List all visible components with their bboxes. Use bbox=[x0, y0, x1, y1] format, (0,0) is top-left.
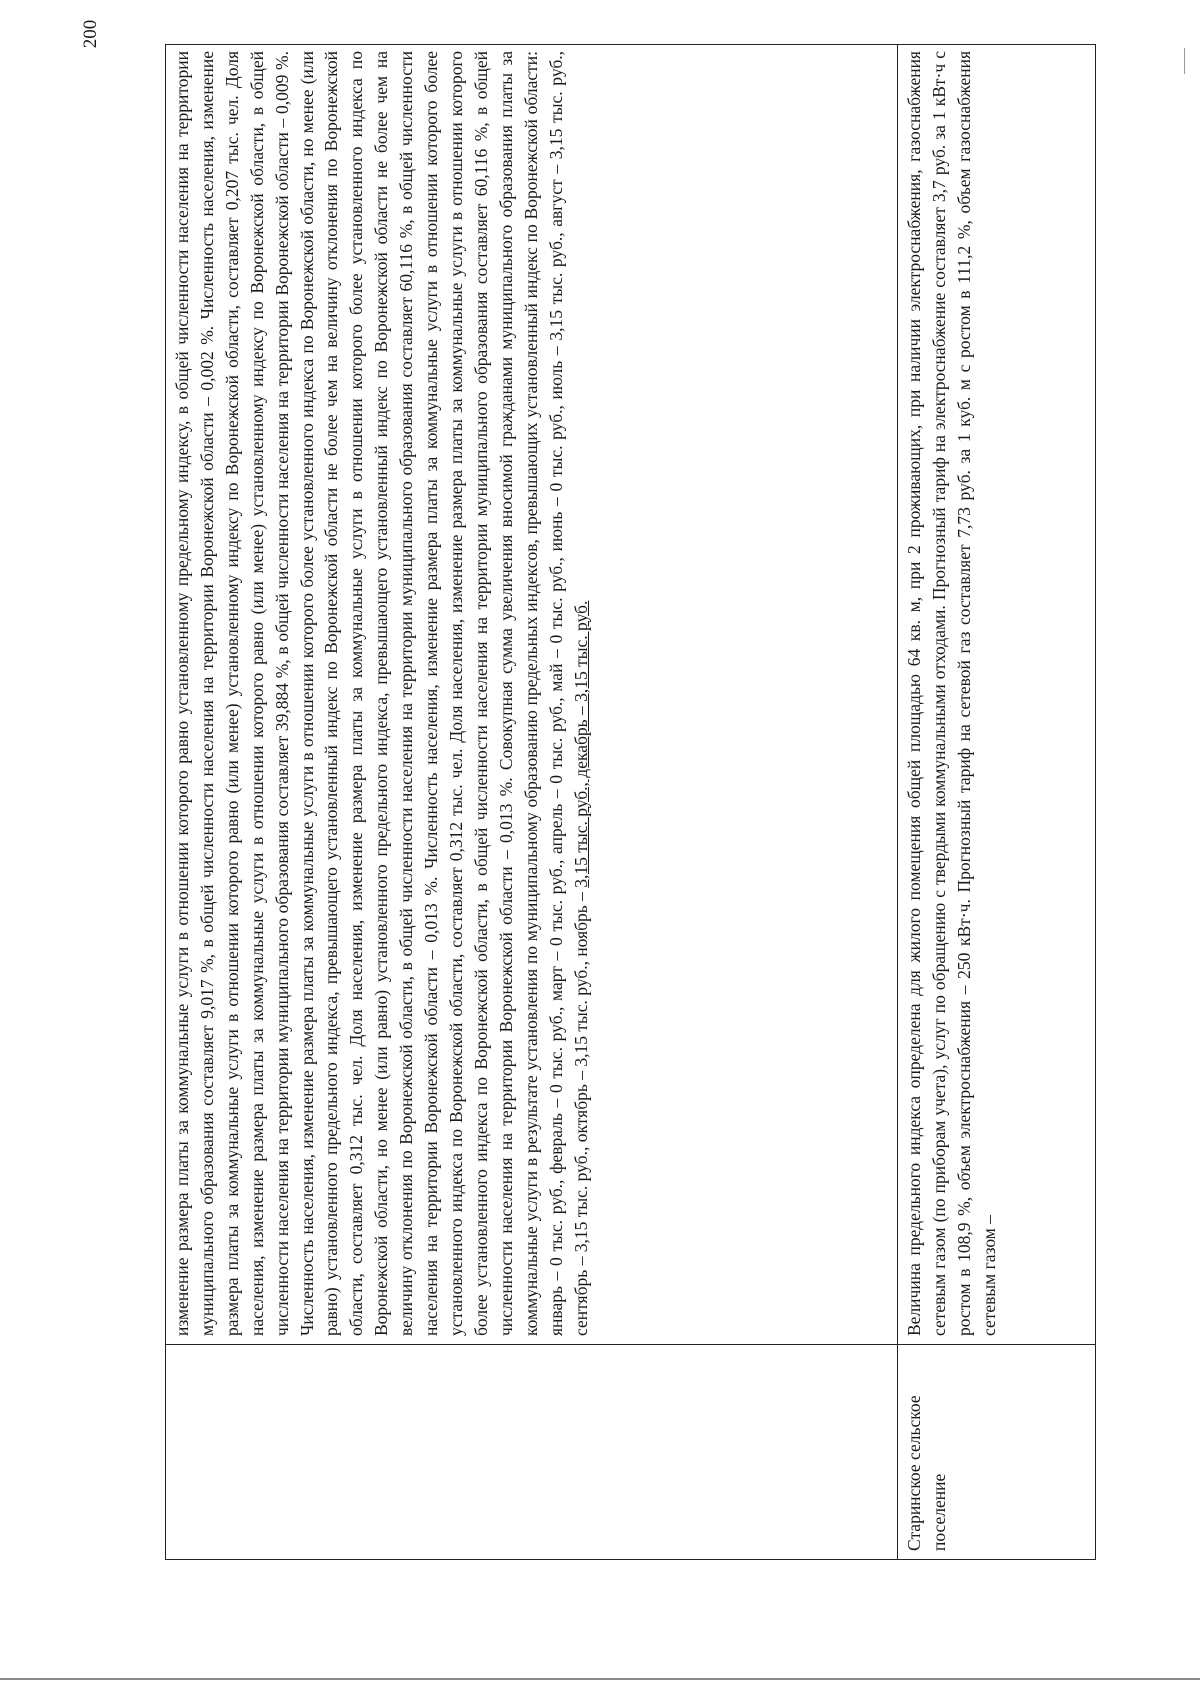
description-cell: Величина предельного индекса определена для жилого помещения общей площадью 64 кв. м, при 2 проживающих, при наличии электроснабжения, газоснабжения сетевым газом (по приборам учета), услуг по обращению с твердыми коммунальными отходами. Прогнозный тариф на электроснабжение составляет 3,7 руб. за 1 кВт·ч с ростом в 108,9 %, объем электроснабжения – 250 кВт·ч. Прогнозный тариф на сетевой газ составляет 7,73 руб. за 1 куб. м с ростом в 111,2 %, объем газоснабжения сетевым газом – bbox=[898, 45, 1096, 1345]
scan-bottom-edge bbox=[0, 1678, 1200, 1680]
scan-mark bbox=[1184, 48, 1185, 74]
table-row bbox=[898, 45, 1096, 1560]
table-row bbox=[166, 45, 898, 1560]
municipality-name-cell: Старинское сельское поселение bbox=[898, 1345, 1096, 1560]
page-number: 200 bbox=[80, 19, 101, 49]
document-table bbox=[165, 44, 1096, 1560]
description-cell bbox=[166, 45, 898, 1345]
description-text-tail: 3,15 тыс. руб., декабрь – 3,15 тыс. руб. bbox=[570, 600, 591, 888]
description-text: изменение размера платы за коммунальные услуги в отношении которого равно установленному предельному индексу, в общей численности населения на территории муниципального образования составляет 9,017 %, в общей численности населения на территории Воронежской области – 0,002 %. Численность населения, изменение размера платы за коммунальные услуги в отношении которого равно (или менее) установленному индексу по Воронежской области, составляет 0,207 тыс. чел. Доля населения, изменение размера платы за коммунальные услуги в отношении которого равно (или менее) установленному индексу по Воронежской области, в общей численности населения на территории муниципального образования составляет 39,884 %, в общей численности населения на территории Воронежской области – 0,009 %. Численность населения, изменение размера платы за коммунальные услуги в отношении которого более установленного индекса по Воронежской области, но менее (или равно) установленного предельного индекса, превышающего установленный индекс по Воронежской области не более чем на величину отклонения по Воронежской области, составляет 0,312 тыс. чел. Доля населения, изменение размера платы за коммунальные услуги в отношении которого более установленного индекса по Воронежской области, но менее (или равно) установленного предельного индекса, превышающего установленный индекс по Воронежской области не более чем на величину отклонения по Воронежской области, в общей численности населения на территории муниципального образования составляет 60,116 %, в общей численности населения на территории Воронежской области – 0,013 %. Численность населения, изменение размера платы за коммунальные услуги в отношении которого более установленного индекса по Воронежской области, составляет 0,312 тыс. чел. Доля населения, изменение размера платы за коммунальные услуги в отношении которого более установленного индекса по Воронежской области, в общей численности населения на территории муниципального образования составляет 60,116 %, в общей численности населения на территории Воронежской области – 0,013 %. Совокупная сумма увеличения вносимой гражданами муниципального образования платы за коммунальные услуги в результате установления по муниципальному образованию предельных индексов, превышающих установленный индекс по Воронежской области: январь – 0 тыс. руб., февраль – 0 тыс. руб., март – 0 тыс. руб., апрель – 0 тыс. руб., май – 0 тыс. руб., июнь – 0 тыс. руб., июль – 3,15 тыс. руб., август – 3,15 тыс. руб., сентябрь – 3,15 тыс. руб., октябрь – 3,15 тыс. руб., ноябрь – bbox=[172, 51, 591, 1336]
rotated-table-container bbox=[165, 44, 1085, 1560]
municipality-name-cell bbox=[166, 1345, 898, 1560]
